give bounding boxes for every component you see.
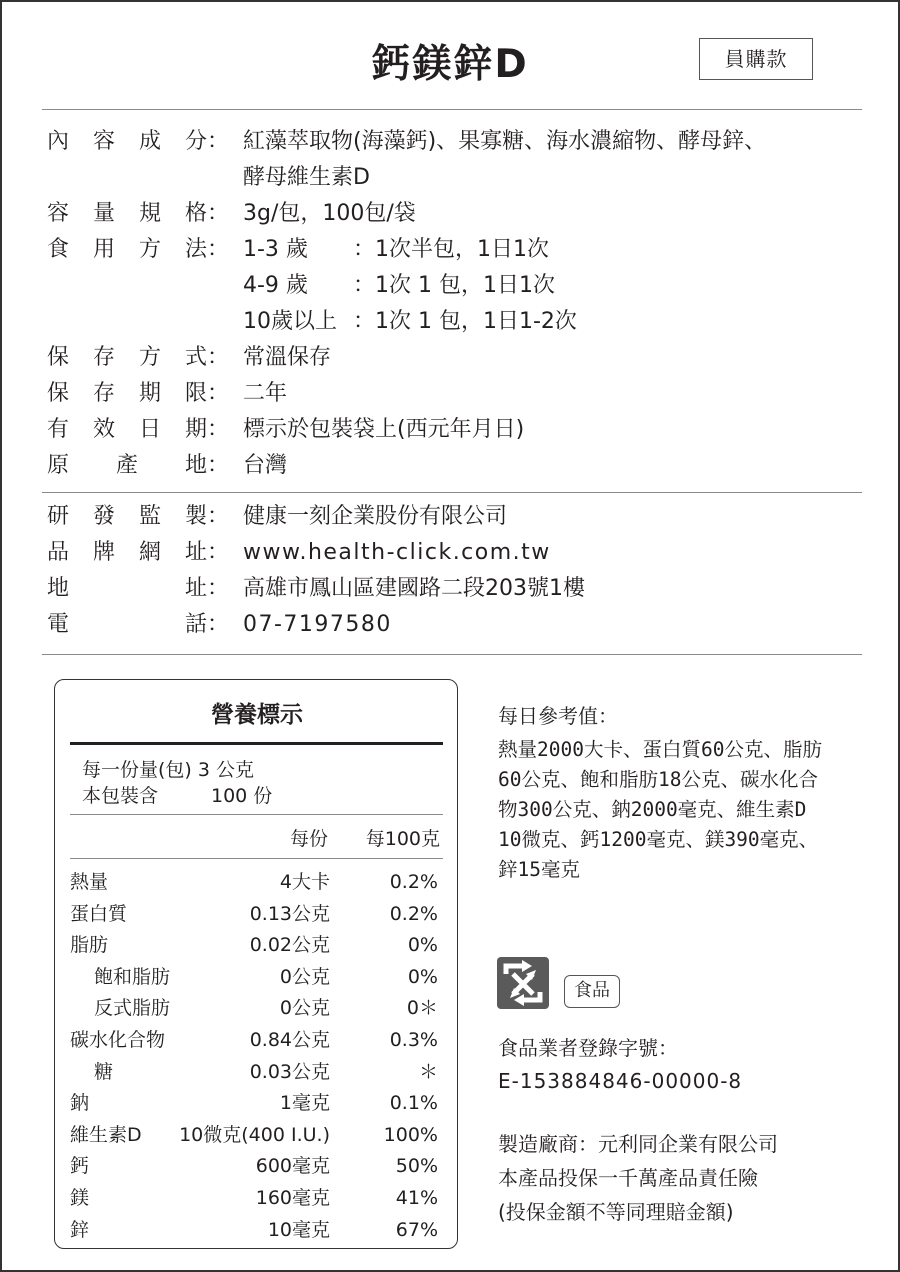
info-colon: ：	[207, 345, 230, 370]
nutrition-row	[70, 867, 443, 898]
nutrient-name: 反式脂肪	[94, 997, 171, 1020]
col-header-per-100g: 每100克	[365, 828, 440, 850]
daily-reference-line: 10微克、鈣1200毫克、鎂390毫克、	[498, 828, 819, 851]
nutrient-percent: 0.2%	[389, 871, 438, 893]
info-row	[47, 412, 847, 448]
nutrition-title: 營養標示	[211, 702, 303, 728]
insurance-note: (投保金額不等同理賠金額)	[498, 1200, 734, 1224]
company-colon: ：	[207, 504, 230, 529]
servings-label: 本包裝含	[82, 785, 159, 807]
nutrient-percent: 0.3%	[389, 1029, 438, 1051]
nutrient-amount: 600毫克	[255, 1155, 330, 1178]
info-colon: ：	[207, 129, 230, 154]
info-value: 紅藻萃取物(海藻鈣)、果寡糖、海水濃縮物、酵母鋅、	[243, 129, 767, 154]
info-value: 標示於包裝袋上(西元年月日)	[243, 417, 525, 442]
info-value: 台灣	[243, 453, 288, 478]
registration-number: E-153884846-00000-8	[498, 1069, 743, 1093]
company-value: 高雄市鳳山區建國路二段203號1樓	[243, 576, 585, 601]
nutrient-amount: 160毫克	[255, 1187, 330, 1209]
company-label: 品 牌 網 址	[47, 540, 207, 565]
nutrient-name: 蛋白質	[70, 902, 128, 925]
registration-label: 食品業者登錄字號：	[498, 1036, 678, 1060]
employee-edition-badge: 員購款	[699, 38, 813, 80]
nutrient-amount: 0.02公克	[249, 934, 330, 957]
nutrient-name: 維生素D	[70, 1123, 142, 1146]
col-header-per-serving: 每份	[289, 828, 328, 850]
company-row	[47, 607, 847, 643]
dosage-age: 10歲以上	[243, 309, 337, 334]
company-row	[47, 571, 847, 607]
daily-reference-body	[498, 735, 878, 885]
divider-middle	[42, 492, 862, 493]
company-colon: ：	[207, 612, 230, 637]
nutrition-row	[70, 930, 443, 961]
nutrition-rule-2	[70, 858, 443, 859]
info-value: 酵母維生素D	[243, 165, 370, 190]
nutrient-name: 碳水化合物	[70, 1029, 166, 1051]
nutrient-amount: 0公克	[279, 965, 330, 988]
company-label: 電 話	[47, 612, 207, 637]
nutrient-amount: 10毫克	[267, 1218, 330, 1241]
dosage-amount: ：1次 1 包，1日1-2次	[353, 309, 577, 334]
nutrient-amount: 0.84公克	[249, 1029, 330, 1051]
info-row	[47, 448, 847, 484]
nutrient-name: 熱量	[70, 871, 109, 893]
dosage-age: 1-3 歲	[243, 237, 308, 262]
info-row	[47, 124, 847, 190]
nutrient-name: 飽和脂肪	[94, 965, 171, 988]
daily-reference-line: 物300公克、鈉2000毫克、維生素D	[498, 798, 807, 821]
info-label: 有 效 日 期	[47, 417, 207, 442]
nutrition-row	[70, 1151, 443, 1182]
daily-reference-title: 每日參考值：	[498, 704, 618, 728]
recycle-symbol-icon	[496, 956, 550, 1010]
info-label: 食 用 方 法	[47, 237, 207, 262]
info-row	[47, 196, 847, 232]
nutrition-row	[70, 1120, 443, 1151]
nutrient-amount: 0公克	[279, 997, 330, 1020]
nutrition-row	[70, 1183, 443, 1214]
daily-reference-line: 鋅15毫克	[498, 858, 580, 881]
nutrient-amount: 0.03公克	[249, 1060, 330, 1083]
info-row	[47, 232, 847, 334]
nutrient-name: 鈣	[70, 1155, 90, 1178]
company-value: 07-7197580	[243, 612, 392, 637]
info-row	[47, 376, 847, 412]
nutrition-row	[70, 1025, 443, 1056]
info-colon: ：	[207, 237, 230, 262]
nutrient-percent: 67%	[395, 1218, 438, 1241]
info-value: 常溫保存	[243, 345, 332, 370]
company-row	[47, 499, 847, 535]
info-label: 內 容 成 分	[47, 129, 207, 154]
info-label: 容 量 規 格	[47, 201, 207, 226]
nutrient-name: 鎂	[70, 1187, 90, 1209]
info-colon: ：	[207, 201, 230, 226]
manufacturer: 製造廠商：元利同企業有限公司	[498, 1132, 778, 1156]
company-colon: ：	[207, 540, 230, 565]
nutrient-name: 鋅	[70, 1218, 90, 1241]
nutrient-name: 鈉	[70, 1092, 90, 1115]
nutrition-row	[70, 1057, 443, 1088]
daily-reference-line: 60公克、飽和脂肪18公克、碳水化合	[498, 768, 818, 791]
nutrient-name: 脂肪	[70, 934, 109, 957]
nutrition-row	[70, 1088, 443, 1119]
nutrient-percent: 0＊	[406, 997, 438, 1020]
dosage-age: 4-9 歲	[243, 273, 308, 298]
serving-size: 每一份量(包) 3 公克	[82, 759, 254, 781]
company-label: 研 發 監 製	[47, 504, 207, 529]
product-title: 鈣鎂鋅D	[371, 42, 529, 87]
brand-website: www.health-click.com.tw	[243, 540, 551, 565]
info-label: 保 存 方 式	[47, 345, 207, 370]
servings-value: 100 份	[211, 785, 273, 807]
food-tag: 食品	[564, 975, 620, 1008]
nutrient-amount: 4大卡	[279, 871, 330, 893]
nutrient-percent: 41%	[395, 1187, 438, 1209]
nutrient-percent: 0.1%	[389, 1092, 438, 1115]
info-colon: ：	[207, 381, 230, 406]
nutrient-amount: 0.13公克	[249, 902, 330, 925]
info-label: 原 產 地	[47, 453, 207, 478]
divider-top	[42, 109, 862, 110]
nutrient-percent: 0.2%	[389, 902, 438, 925]
nutrition-row	[70, 962, 443, 993]
company-value: 健康一刻企業股份有限公司	[243, 504, 508, 529]
company-colon: ：	[207, 576, 230, 601]
info-row	[47, 340, 847, 376]
nutrient-percent: ＊	[418, 1060, 438, 1083]
nutrient-percent: 50%	[395, 1155, 438, 1178]
company-label: 地 址	[47, 576, 207, 601]
nutrition-row	[70, 899, 443, 930]
dosage-amount: ：1次半包，1日1次	[353, 237, 549, 262]
dosage-amount: ：1次 1 包，1日1次	[353, 273, 555, 298]
info-value: 二年	[243, 381, 288, 406]
company-row	[47, 535, 847, 571]
info-label: 保 存 期 限	[47, 381, 207, 406]
info-colon: ：	[207, 453, 230, 478]
nutrient-amount: 1毫克	[279, 1092, 330, 1115]
nutrition-thick-rule	[70, 742, 443, 745]
nutrition-row	[70, 993, 443, 1024]
nutrient-percent: 0%	[407, 965, 438, 988]
nutrient-name: 糖	[94, 1060, 114, 1083]
daily-reference-line: 熱量2000大卡、蛋白質60公克、脂肪	[498, 738, 822, 761]
info-colon: ：	[207, 417, 230, 442]
info-value: 3g/包，100包/袋	[243, 201, 416, 226]
nutrition-rule-1	[70, 814, 443, 815]
nutrition-row	[70, 1215, 443, 1246]
nutrition-facts-box	[54, 679, 458, 1249]
liability-insurance: 本產品投保一千萬產品責任險	[498, 1166, 758, 1190]
nutrient-percent: 100%	[383, 1123, 438, 1146]
nutrient-amount: 10微克(400 I.U.)	[179, 1123, 330, 1146]
divider-bottom	[42, 654, 862, 655]
nutrient-percent: 0%	[407, 934, 438, 957]
